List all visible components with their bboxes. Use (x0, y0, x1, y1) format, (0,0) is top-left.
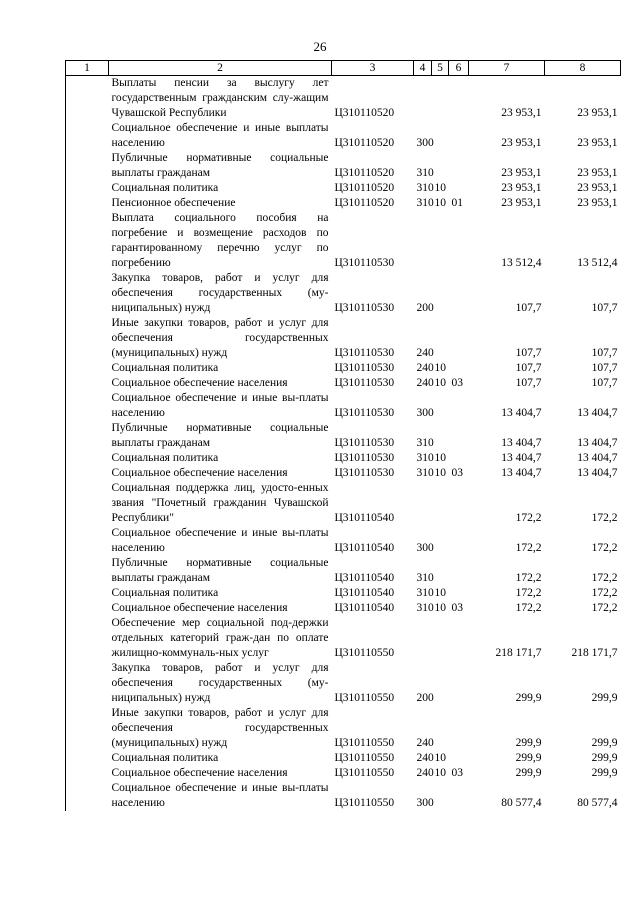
amount-year1-cell: 172,2 (515, 512, 542, 524)
table-row (66, 526, 621, 556)
expense-type-cell: 310 (416, 437, 434, 449)
table-row (66, 181, 621, 196)
amount-year2-cell: 299,9 (591, 737, 618, 749)
expense-name-cell: Социальное обеспечение и иные вы-платы населению (111, 527, 329, 554)
table-row (66, 586, 621, 601)
target-code-cell: Ц310110520 (334, 167, 395, 179)
section-cell (432, 391, 449, 421)
row-number-cell (66, 601, 109, 616)
subsection-cell (449, 211, 469, 271)
expense-type-cell: 240 (416, 377, 434, 389)
amount-year1-cell: 23 953,1 (501, 107, 542, 119)
amount-year2-cell: 23 953,1 (577, 107, 618, 119)
row-number-cell (66, 421, 109, 451)
row-number-cell (66, 556, 109, 586)
row-number-cell (66, 121, 109, 151)
target-code-cell: Ц310110540 (334, 572, 395, 584)
expense-name-cell: Публичные нормативные социальные выплаты гражданам (111, 422, 329, 449)
expense-type-cell: 240 (416, 362, 434, 374)
subsection-cell (449, 76, 469, 122)
row-number-cell (66, 751, 109, 766)
section-cell: 10 (434, 197, 446, 209)
amount-year1-cell: 107,7 (515, 302, 542, 314)
subsection-cell: 03 (451, 767, 463, 779)
target-code-cell: Ц310110530 (334, 437, 395, 449)
amount-year1-cell: 80 577,4 (501, 797, 542, 809)
expense-name-cell: Социальное обеспечение и иные выплаты населению (111, 122, 329, 149)
table-row (66, 781, 621, 811)
amount-year2-cell: 23 953,1 (577, 137, 618, 149)
expense-type-cell: 300 (416, 542, 434, 554)
page-number: 26 (313, 39, 327, 54)
amount-year1-cell: 13 404,7 (501, 452, 542, 464)
section-cell: 10 (434, 182, 446, 194)
target-code-cell: Ц310110530 (334, 257, 395, 269)
amount-year1-cell: 13 404,7 (501, 437, 542, 449)
target-code-cell: Ц310110550 (334, 752, 395, 764)
row-number-cell (66, 76, 109, 122)
amount-year1-cell: 23 953,1 (501, 197, 542, 209)
section-cell (432, 421, 449, 451)
expense-type-cell: 300 (416, 137, 434, 149)
amount-year2-cell: 13 404,7 (577, 452, 618, 464)
expense-type-cell: 200 (416, 692, 434, 704)
table-row (66, 601, 621, 616)
subsection-cell (449, 361, 469, 376)
table-row (66, 481, 621, 526)
section-cell (432, 316, 449, 361)
row-number-cell (66, 766, 109, 781)
expense-type-cell: 240 (416, 737, 434, 749)
section-cell (432, 121, 449, 151)
target-code-cell: Ц310110550 (334, 692, 395, 704)
expense-type-cell (414, 76, 432, 122)
table-row (66, 421, 621, 451)
subsection-cell (449, 751, 469, 766)
amount-year2-cell: 80 577,4 (577, 797, 618, 809)
table-row (66, 556, 621, 586)
amount-year2-cell: 172,2 (591, 602, 618, 614)
table-row (66, 196, 621, 211)
expense-name-cell: Социальная поддержка лиц, удосто-енных звания "Почетный гражданин Чувашской Республики" (111, 482, 329, 524)
section-cell: 10 (434, 602, 446, 614)
target-code-cell: Ц310110540 (334, 542, 395, 554)
row-number-cell (66, 781, 109, 811)
table-row (66, 661, 621, 706)
target-code-cell: Ц310110520 (334, 182, 395, 194)
expense-name-cell: Социальное обеспечение и иные вы-платы населению (111, 392, 329, 419)
target-code-cell: Ц310110550 (334, 737, 395, 749)
expense-type-cell: 200 (416, 302, 434, 314)
table-row (66, 766, 621, 781)
table-row (66, 376, 621, 391)
table-row (66, 211, 621, 271)
amount-year2-cell: 13 512,4 (577, 257, 618, 269)
expense-name-cell: Закупка товаров, работ и услуг для обеспечения государственных (му-ниципальных) нужд (111, 272, 329, 314)
row-number-cell (66, 316, 109, 361)
amount-year2-cell: 107,7 (591, 347, 618, 359)
amount-year2-cell: 299,9 (591, 752, 618, 764)
subsection-cell (449, 451, 469, 466)
section-cell (432, 76, 449, 122)
amount-year2-cell: 299,9 (591, 767, 618, 779)
subsection-cell: 03 (451, 602, 463, 614)
section-cell (432, 706, 449, 751)
expense-name-cell: Социальная политика (111, 182, 219, 194)
row-number-cell (66, 526, 109, 556)
expense-type-cell: 240 (416, 347, 434, 359)
amount-year2-cell: 299,9 (591, 692, 618, 704)
expense-name-cell: Социальная политика (111, 452, 219, 464)
amount-year1-cell: 13 404,7 (501, 467, 542, 479)
expense-type-cell: 310 (416, 197, 434, 209)
target-code-cell: Ц310110550 (334, 647, 395, 659)
column-header: 6 (449, 61, 469, 76)
amount-year1-cell: 172,2 (515, 602, 542, 614)
subsection-cell: 03 (451, 467, 463, 479)
row-number-cell (66, 271, 109, 316)
target-code-cell: Ц310110550 (334, 797, 395, 809)
amount-year1-cell: 107,7 (515, 362, 542, 374)
amount-year1-cell: 107,7 (515, 377, 542, 389)
amount-year1-cell: 299,9 (515, 767, 542, 779)
expense-name-cell: Социальная политика (111, 587, 219, 599)
target-code-cell: Ц310110530 (334, 467, 395, 479)
expense-name-cell: Пенсионное обеспечение (111, 197, 236, 209)
table-row (66, 706, 621, 751)
amount-year2-cell: 13 404,7 (577, 437, 618, 449)
subsection-cell (449, 151, 469, 181)
expense-type-cell (414, 211, 432, 271)
row-number-cell (66, 661, 109, 706)
section-cell: 10 (434, 587, 446, 599)
section-cell (432, 556, 449, 586)
section-cell: 10 (434, 767, 446, 779)
subsection-cell (449, 556, 469, 586)
row-number-cell (66, 481, 109, 526)
row-number-cell (66, 616, 109, 661)
table-row (66, 76, 621, 122)
row-number-cell (66, 376, 109, 391)
expense-name-cell: Публичные нормативные социальные выплаты гражданам (111, 152, 329, 179)
target-code-cell: Ц310110520 (334, 107, 395, 119)
target-code-cell: Ц310110530 (334, 302, 395, 314)
subsection-cell (449, 121, 469, 151)
table-body (66, 76, 621, 812)
section-cell: 10 (434, 467, 446, 479)
target-code-cell: Ц310110540 (334, 512, 395, 524)
amount-year2-cell: 107,7 (591, 302, 618, 314)
subsection-cell: 03 (451, 377, 463, 389)
amount-year1-cell: 299,9 (515, 692, 542, 704)
target-code-cell: Ц310110530 (334, 407, 395, 419)
subsection-cell (449, 481, 469, 526)
row-number-cell (66, 451, 109, 466)
target-code-cell: Ц310110530 (334, 377, 395, 389)
subsection-cell (449, 316, 469, 361)
expense-name-cell: Социальное обеспечение населения (111, 767, 288, 779)
expense-name-cell: Социальное обеспечение и иные вы-платы населению (111, 782, 329, 809)
row-number-cell (66, 211, 109, 271)
expense-type-cell: 310 (416, 167, 434, 179)
column-header: 3 (332, 61, 414, 76)
target-code-cell: Ц310110550 (334, 767, 395, 779)
row-number-cell (66, 151, 109, 181)
subsection-cell (449, 586, 469, 601)
subsection-cell: 01 (451, 197, 463, 209)
section-cell: 10 (434, 362, 446, 374)
expense-name-cell: Закупка товаров, работ и услуг для обеспечения государственных (му-ниципальных) нужд (111, 662, 329, 704)
row-number-cell (66, 196, 109, 211)
section-cell: 10 (434, 377, 446, 389)
column-header: 2 (109, 61, 332, 76)
table-header-row (66, 61, 621, 76)
expense-type-cell: 310 (416, 467, 434, 479)
amount-year1-cell: 107,7 (515, 347, 542, 359)
expense-type-cell: 310 (416, 587, 434, 599)
amount-year2-cell: 23 953,1 (577, 182, 618, 194)
target-code-cell: Ц310110540 (334, 587, 395, 599)
table-row (66, 271, 621, 316)
target-code-cell: Ц310110540 (334, 602, 395, 614)
expense-type-cell: 240 (416, 752, 434, 764)
amount-year1-cell: 13 404,7 (501, 407, 542, 419)
amount-year1-cell: 23 953,1 (501, 167, 542, 179)
expense-name-cell: Социальная политика (111, 362, 219, 374)
table-row (66, 751, 621, 766)
expense-name-cell: Иные закупки товаров, работ и услуг для обеспечения государственных (муниципальных) нужд (111, 317, 329, 359)
row-number-cell (66, 361, 109, 376)
amount-year1-cell: 23 953,1 (501, 182, 542, 194)
subsection-cell (449, 706, 469, 751)
target-code-cell: Ц310110530 (334, 347, 395, 359)
expense-name-cell: Выплата социального пособия на погребение и возмещение расходов по гарантированному перечню услуг по погребению (111, 212, 329, 269)
amount-year1-cell: 23 953,1 (501, 137, 542, 149)
expense-name-cell: Социальное обеспечение населения (111, 467, 288, 479)
amount-year2-cell: 23 953,1 (577, 197, 618, 209)
expense-type-cell: 300 (416, 407, 434, 419)
expense-type-cell: 310 (416, 572, 434, 584)
amount-year1-cell: 299,9 (515, 737, 542, 749)
section-cell (432, 781, 449, 811)
column-header: 8 (545, 61, 621, 76)
row-number-cell (66, 586, 109, 601)
subsection-cell (449, 421, 469, 451)
section-cell (432, 481, 449, 526)
target-code-cell: Ц310110530 (334, 362, 395, 374)
expense-type-cell (414, 481, 432, 526)
row-number-cell (66, 391, 109, 421)
table-row (66, 121, 621, 151)
table-row (66, 451, 621, 466)
section-cell (432, 526, 449, 556)
expense-name-cell: Социальное обеспечение населения (111, 377, 288, 389)
subsection-cell (449, 616, 469, 661)
expense-type-cell (414, 616, 432, 661)
amount-year1-cell: 172,2 (515, 542, 542, 554)
amount-year1-cell: 13 512,4 (501, 257, 542, 269)
amount-year1-cell: 172,2 (515, 572, 542, 584)
expense-type-cell: 300 (416, 797, 434, 809)
expense-name-cell: Обеспечение мер социальной под-держки отдельных категорий граж-дан по оплате жилищно-коммуналь-ных услуг (111, 617, 329, 659)
amount-year2-cell: 13 404,7 (577, 407, 618, 419)
section-cell: 10 (434, 752, 446, 764)
section-cell (432, 616, 449, 661)
amount-year2-cell: 13 404,7 (577, 467, 618, 479)
section-cell: 10 (434, 452, 446, 464)
subsection-cell (449, 391, 469, 421)
subsection-cell (449, 526, 469, 556)
table-row (66, 361, 621, 376)
expense-type-cell: 240 (416, 767, 434, 779)
amount-year2-cell: 23 953,1 (577, 167, 618, 179)
amount-year2-cell: 172,2 (591, 572, 618, 584)
expense-name-cell: Выплаты пенсии за выслугу лет государственным гражданским слу-жащим Чувашской Республики (111, 77, 329, 119)
section-cell (432, 271, 449, 316)
budget-table (65, 60, 621, 811)
column-header: 7 (469, 61, 545, 76)
expense-type-cell: 310 (416, 182, 434, 194)
expense-name-cell: Социальная политика (111, 752, 219, 764)
expense-name-cell: Иные закупки товаров, работ и услуг для обеспечения государственных (муниципальных) нужд (111, 707, 329, 749)
amount-year2-cell: 172,2 (591, 587, 618, 599)
row-number-cell (66, 181, 109, 196)
row-number-cell (66, 466, 109, 481)
target-code-cell: Ц310110520 (334, 197, 395, 209)
amount-year2-cell: 107,7 (591, 377, 618, 389)
expense-name-cell: Социальное обеспечение населения (111, 602, 288, 614)
table-row (66, 466, 621, 481)
subsection-cell (449, 271, 469, 316)
row-number-cell (66, 706, 109, 751)
column-header: 5 (432, 61, 449, 76)
section-cell (432, 211, 449, 271)
amount-year2-cell: 172,2 (591, 512, 618, 524)
column-header: 4 (414, 61, 432, 76)
section-cell (432, 151, 449, 181)
expense-type-cell: 310 (416, 452, 434, 464)
table-row (66, 151, 621, 181)
table-row (66, 391, 621, 421)
expense-type-cell: 310 (416, 602, 434, 614)
subsection-cell (449, 661, 469, 706)
amount-year1-cell: 299,9 (515, 752, 542, 764)
amount-year1-cell: 218 171,7 (495, 647, 542, 659)
section-cell (432, 661, 449, 706)
column-header: 1 (66, 61, 109, 76)
subsection-cell (449, 181, 469, 196)
amount-year2-cell: 218 171,7 (571, 647, 618, 659)
table-row (66, 316, 621, 361)
amount-year2-cell: 172,2 (591, 542, 618, 554)
target-code-cell: Ц310110530 (334, 452, 395, 464)
expense-name-cell: Публичные нормативные социальные выплаты гражданам (111, 557, 329, 584)
amount-year2-cell: 107,7 (591, 362, 618, 374)
target-code-cell: Ц310110520 (334, 137, 395, 149)
subsection-cell (449, 781, 469, 811)
table-row (66, 616, 621, 661)
amount-year1-cell: 172,2 (515, 587, 542, 599)
